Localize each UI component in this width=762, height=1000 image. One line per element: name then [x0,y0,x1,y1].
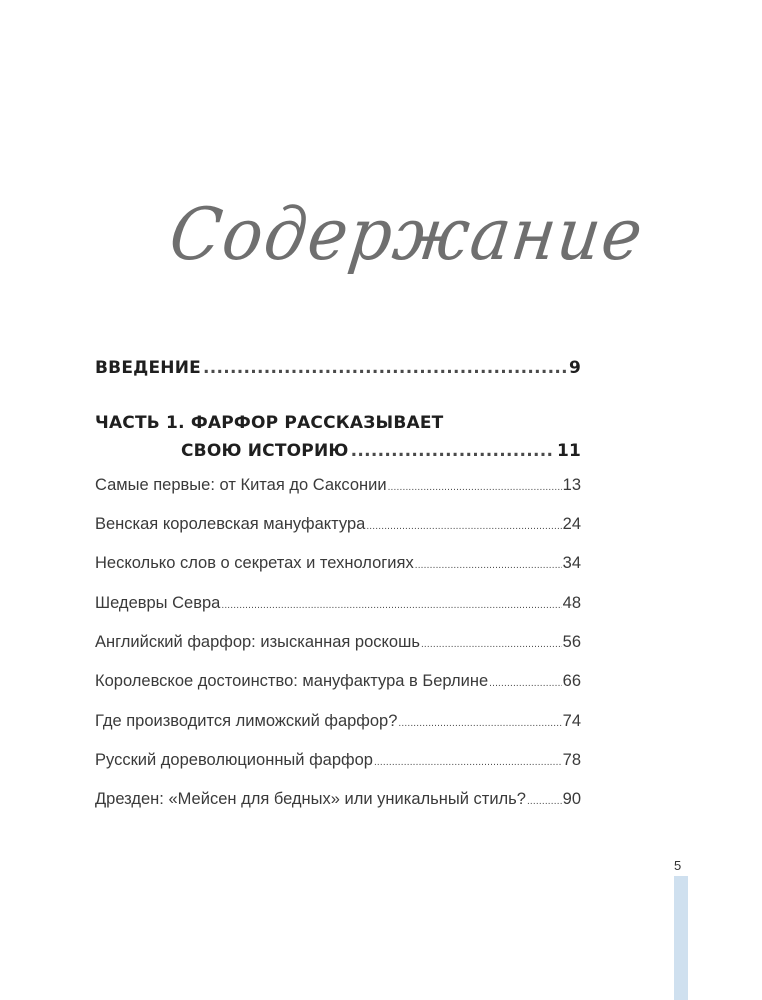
toc-entry[interactable] [95,594,581,613]
toc-entry-title: Где производится лиможский фарфор? [95,712,398,730]
dot-leader [527,796,562,807]
toc-entry[interactable] [95,672,581,691]
toc-entry[interactable] [95,633,581,652]
toc-entry-page: 78 [562,751,581,769]
toc-entry-page: 48 [562,594,581,612]
toc-entry[interactable] [95,790,581,809]
dot-leader [421,639,562,650]
dot-leader [388,482,562,493]
dot-leader [203,358,567,378]
toc-entry-title: Английский фарфор: изысканная роскошь [95,633,420,651]
toc-entry-title: Шедевры Севра [95,594,221,612]
page-title: Содержание [165,192,649,276]
toc-entry-title: Дрезден: «Мейсен для бедных» или уникальный стиль? [95,790,526,808]
toc-entry-title: Королевское достоинство: мануфактура в Берлине [95,672,489,690]
toc-entry-page: 34 [562,554,581,572]
dot-leader [374,757,562,768]
toc-item-label: ВВЕДЕНИЕ [95,358,201,378]
page-number: 5 [674,858,682,873]
toc-entry[interactable] [95,751,581,770]
dot-leader [398,718,561,729]
toc-entry-page: 90 [562,790,581,808]
toc-item-page: 11 [556,441,581,461]
toc-entry-page: 66 [562,672,581,690]
dot-leader [351,441,555,461]
toc-entry[interactable] [95,476,581,495]
toc-entry-page: 13 [562,476,581,494]
part-heading-line1: ЧАСТЬ 1. ФАРФОР РАССКАЗЫВАЕТ [95,413,444,433]
toc-item-page: 9 [568,358,581,378]
toc-entry[interactable] [95,515,581,534]
dot-leader [415,560,562,571]
toc-entry-title: Венская королевская мануфактура [95,515,366,533]
toc-entry-page: 56 [562,633,581,651]
toc-item-introduction[interactable] [95,358,581,378]
toc-entry[interactable] [95,554,581,573]
dot-leader [221,600,561,611]
toc-entry-title: Несколько слов о секретах и технологиях [95,554,414,572]
dot-leader [366,521,561,532]
toc-item-label: СВОЮ ИСТОРИЮ [181,441,349,461]
toc-entry-title: Русский дореволюционный фарфор [95,751,373,769]
dot-leader [489,678,562,689]
toc-entry-page: 74 [562,712,581,730]
toc-entry-title: Самые первые: от Китая до Саксонии [95,476,387,494]
toc-item-part1[interactable] [181,441,581,461]
side-color-band [674,876,688,1000]
toc-entry[interactable] [95,712,581,731]
toc-entry-page: 24 [562,515,581,533]
